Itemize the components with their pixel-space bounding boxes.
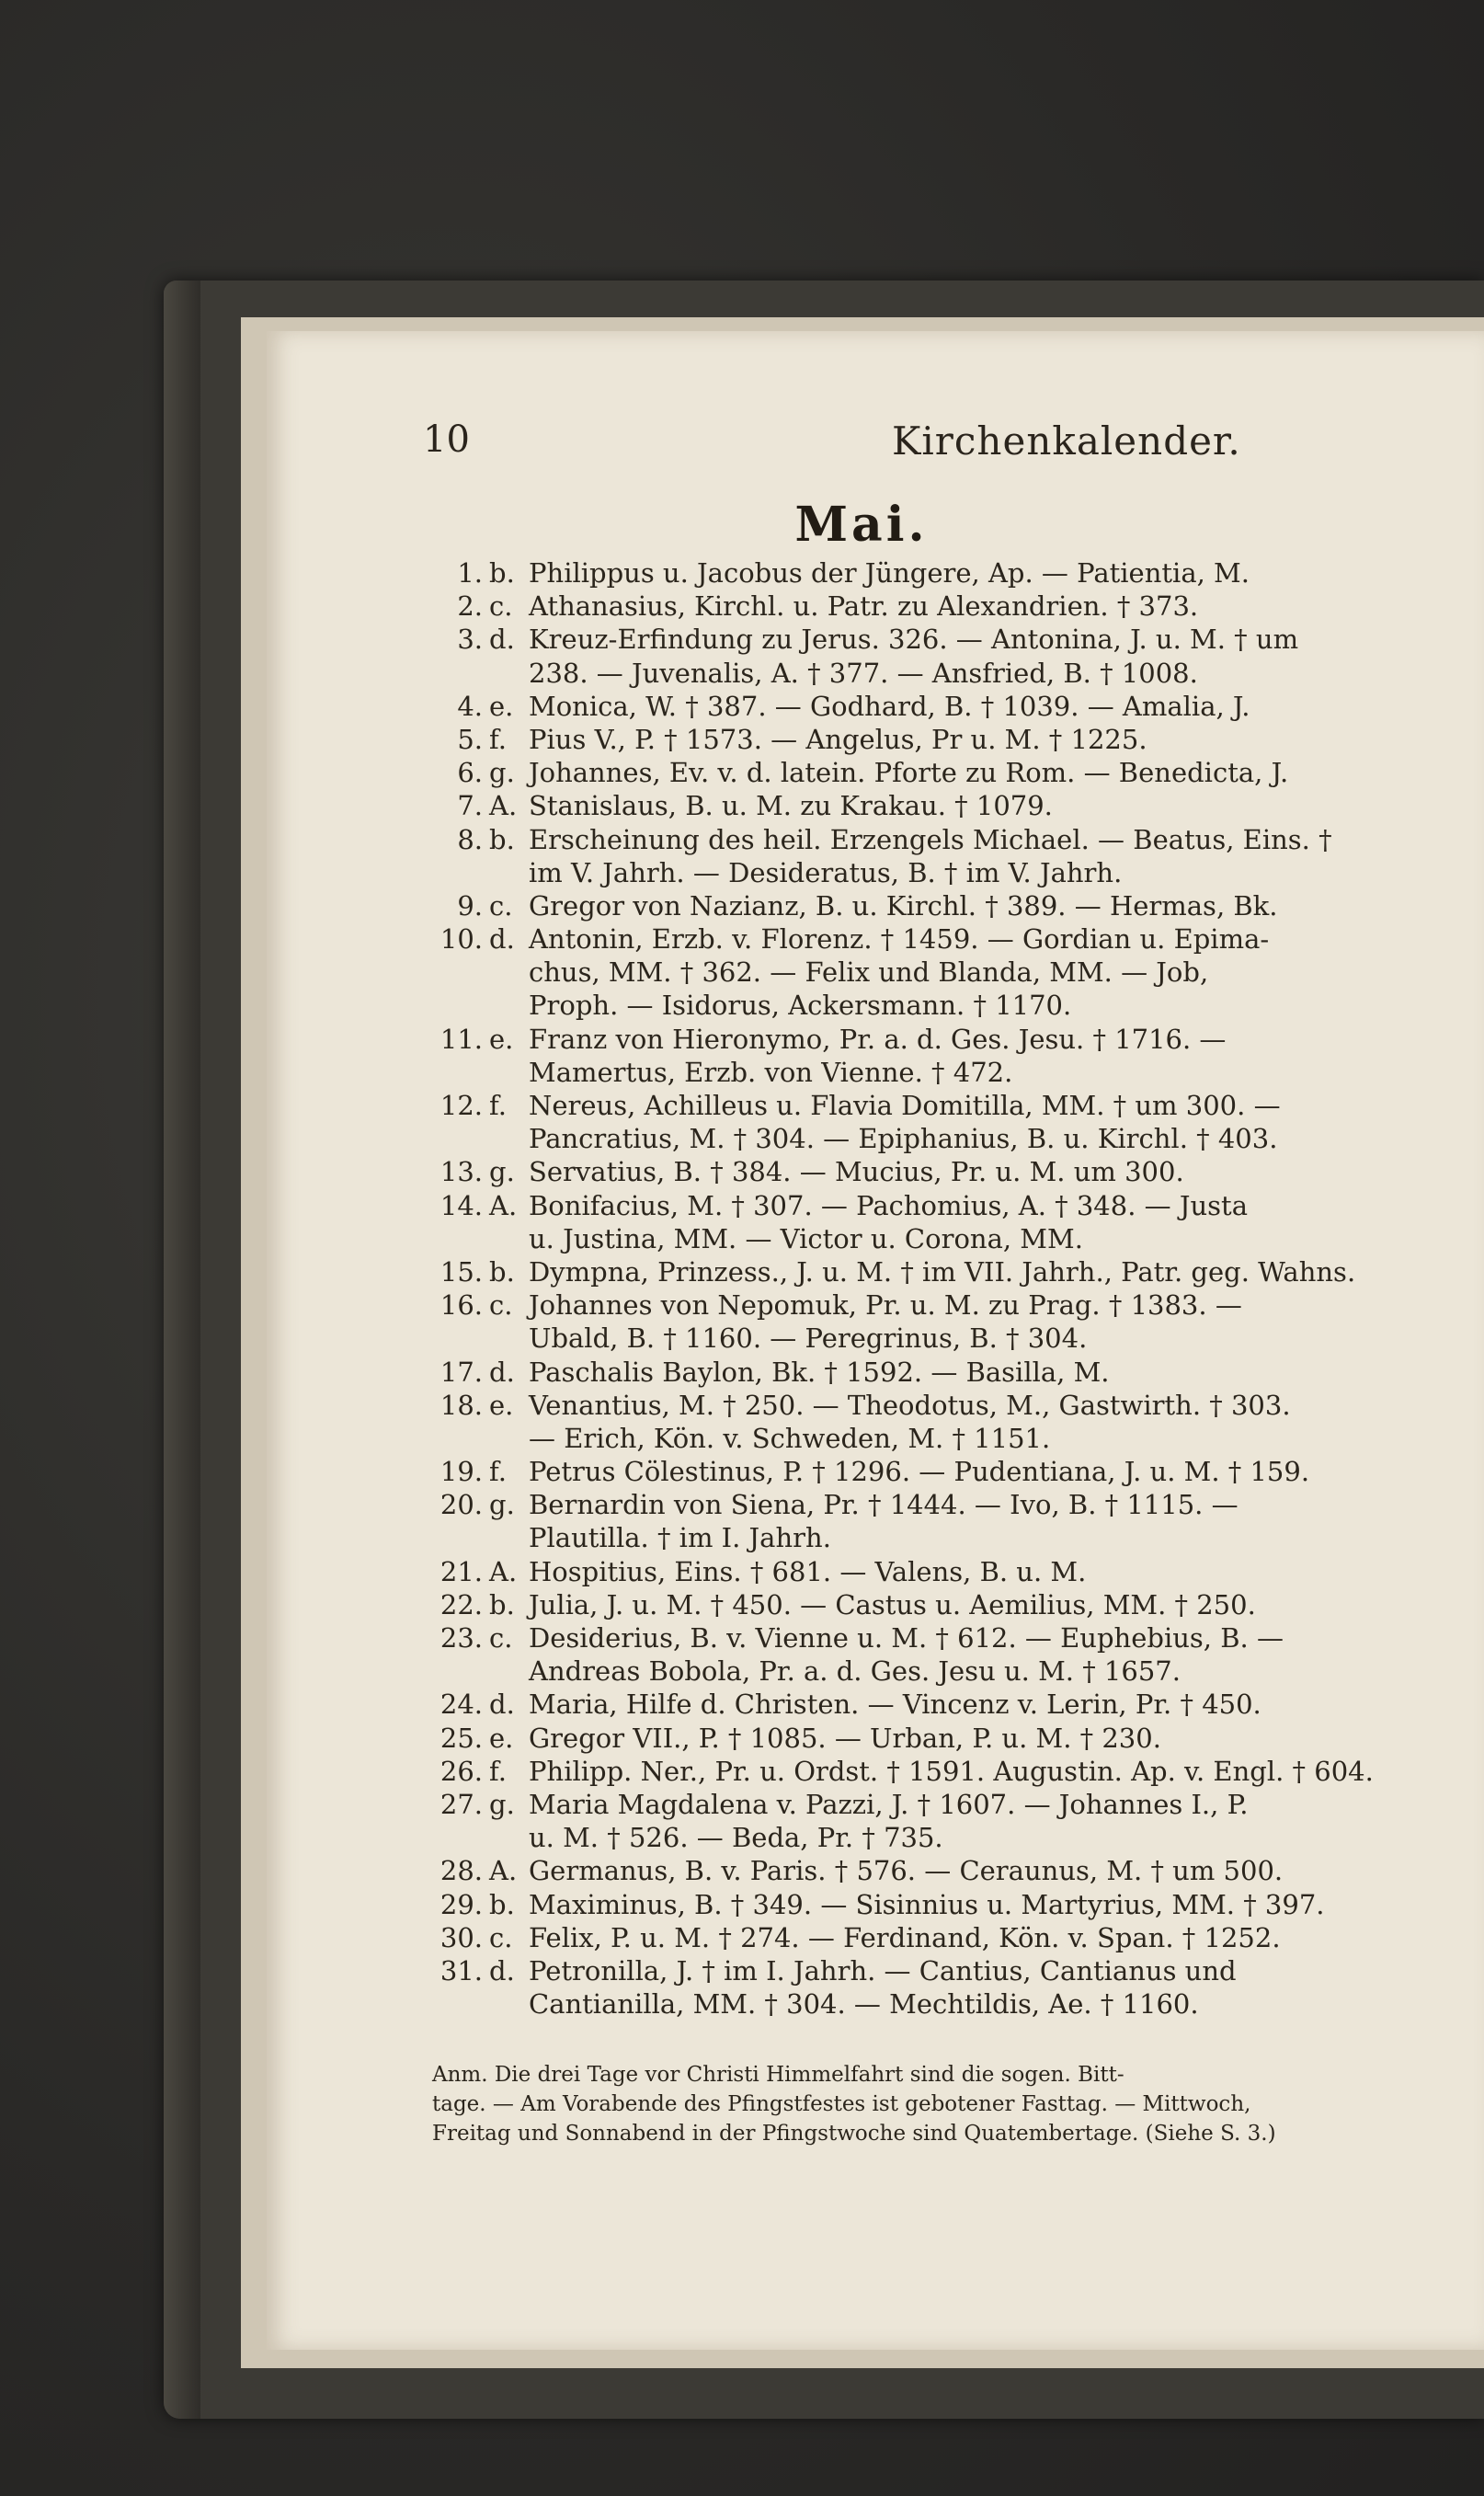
- saint-text: Franz von Hieronymo, Pr. a. d. Ges. Jesu. † 1716. —: [529, 1023, 1227, 1055]
- day-number: 18.: [439, 1389, 483, 1421]
- saint-text: u. M. † 526. — Beda, Pr. † 735.: [529, 1822, 943, 1854]
- saint-text: Johannes von Nepomuk, Pr. u. M. zu Prag. † 1383. —: [529, 1289, 1242, 1322]
- calendar-line: [432, 989, 1453, 1022]
- calendar-line: [432, 889, 1453, 922]
- saint-text: Servatius, B. † 384. — Mucius, Pr. u. M. um 300.: [529, 1156, 1184, 1188]
- day-letter: d.: [489, 624, 515, 656]
- page-number: 10: [423, 418, 470, 461]
- calendar-line: [432, 1389, 1453, 1422]
- day-number: 14.: [439, 1189, 483, 1221]
- day-number: 9.: [457, 889, 483, 922]
- saint-text: Proph. — Isidorus, Ackersmann. † 1170.: [529, 990, 1072, 1022]
- day-number: 12.: [439, 1090, 483, 1121]
- day-number: 16.: [439, 1289, 483, 1322]
- calendar-line: [432, 1954, 1453, 1987]
- calendar-line: [432, 1189, 1453, 1222]
- calendar-line: [432, 1755, 1453, 1788]
- calendar-line: [432, 1888, 1453, 1921]
- calendar-line: [432, 823, 1453, 856]
- day-number: 29.: [439, 1888, 483, 1920]
- saint-text: Petronilla, J. † im I. Jahrh. — Cantius, Cantianus und: [529, 1954, 1237, 1986]
- day-number: 6.: [457, 757, 483, 789]
- calendar-line: [432, 1688, 1453, 1721]
- day-letter: b.: [489, 1888, 515, 1920]
- saint-text: Erscheinung des heil. Erzengels Michael. — Beatus, Eins. †: [529, 823, 1332, 855]
- saint-text: Philippus u. Jacobus der Jüngere, Ap. — Patientia, M.: [529, 557, 1250, 589]
- day-letter: c.: [489, 1289, 513, 1322]
- calendar-line: [432, 1921, 1453, 1954]
- calendar-line: [432, 1023, 1453, 1056]
- book-spine: [164, 281, 200, 2419]
- saint-text: Stanislaus, B. u. M. zu Krakau. † 1079.: [529, 790, 1053, 822]
- day-number: 17.: [439, 1356, 483, 1388]
- footnote-line: Freitag und Sonnabend in der Pfingstwoche sind Quatembertage. (Siehe S. 3.): [432, 2122, 1276, 2146]
- month-title: Mai.: [794, 497, 929, 553]
- day-number: 15.: [439, 1255, 483, 1288]
- calendar-line: [432, 1288, 1453, 1322]
- saint-text: Bernardin von Siena, Pr. † 1444. — Ivo, B. † 1115. —: [529, 1489, 1239, 1521]
- saint-text: Philipp. Ner., Pr. u. Ordst. † 1591. Augustin. Ap. v. Engl. † 604.: [529, 1755, 1374, 1787]
- saint-text: Gregor von Nazianz, B. u. Kirchl. † 389. — Hermas, Bk.: [529, 889, 1278, 922]
- day-number: 7.: [457, 790, 483, 822]
- day-letter: g.: [489, 1156, 515, 1188]
- saint-text: Dympna, Prinzess., J. u. M. † im VII. Jahrh., Patr. geg. Wahns.: [529, 1255, 1356, 1288]
- calendar-line: [432, 1621, 1453, 1654]
- calendar-line: [432, 1854, 1453, 1887]
- day-number: 11.: [439, 1023, 483, 1055]
- saint-text: Maria Magdalena v. Pazzi, J. † 1607. — Johannes I., P.: [529, 1788, 1249, 1820]
- footnote: [432, 2060, 1388, 2148]
- calendar-line: [432, 1322, 1453, 1355]
- calendar-line: [432, 1122, 1453, 1155]
- day-number: 22.: [439, 1588, 483, 1620]
- saint-text: Andreas Bobola, Pr. a. d. Ges. Jesu u. M. † 1657.: [529, 1655, 1181, 1688]
- day-letter: e.: [489, 690, 514, 722]
- saint-text: Germanus, B. v. Paris. † 576. — Ceraunus, M. † um 500.: [529, 1855, 1284, 1887]
- day-letter: g.: [489, 1489, 515, 1521]
- day-number: 19.: [439, 1456, 483, 1488]
- calendar-line: [432, 1089, 1453, 1122]
- day-letter: e.: [489, 1389, 514, 1421]
- day-letter: b.: [489, 1255, 515, 1288]
- day-letter: A.: [489, 1855, 518, 1887]
- calendar-line: [432, 956, 1453, 989]
- saint-text: Gregor VII., P. † 1085. — Urban, P. u. M. † 230.: [529, 1722, 1161, 1754]
- footnote-line: tage. — Am Vorabende des Pfingstfestes ist gebotener Fasttag. — Mittwoch,: [432, 2092, 1251, 2116]
- day-letter: d.: [489, 923, 515, 956]
- day-number: 27.: [439, 1788, 483, 1820]
- month-heading: [0, 497, 1484, 553]
- calendar-line: [432, 1356, 1453, 1389]
- day-letter: d.: [489, 1689, 515, 1721]
- saint-text: Cantianilla, MM. † 304. — Mechtildis, Ae. † 1160.: [529, 1988, 1199, 2021]
- saint-text: Johannes, Ev. v. d. latein. Pforte zu Rom. — Benedicta, J.: [529, 757, 1289, 789]
- calendar-line: [432, 1788, 1453, 1821]
- day-letter: e.: [489, 1722, 514, 1754]
- saint-text: u. Justina, MM. — Victor u. Corona, MM.: [529, 1222, 1083, 1254]
- calendar-line: [432, 657, 1453, 690]
- calendar-line: [432, 1222, 1453, 1255]
- day-letter: b.: [489, 557, 515, 589]
- saint-text: Plautilla. † im I. Jahrh.: [529, 1522, 831, 1554]
- saint-text: Felix, P. u. M. † 274. — Ferdinand, Kön. v. Span. † 1252.: [529, 1921, 1281, 1953]
- calendar-line: [432, 556, 1453, 590]
- day-number: 3.: [457, 624, 483, 656]
- day-number: 13.: [439, 1156, 483, 1188]
- saint-text: Maximinus, B. † 349. — Sisinnius u. Martyrius, MM. † 397.: [529, 1888, 1325, 1920]
- calendar-line: [432, 623, 1453, 656]
- day-letter: c.: [489, 1622, 513, 1654]
- calendar-line: [432, 1521, 1453, 1554]
- calendar-line: [432, 1255, 1453, 1288]
- day-letter: c.: [489, 889, 513, 922]
- day-number: 10.: [439, 923, 483, 956]
- day-letter: g.: [489, 1788, 515, 1820]
- saint-text: Ubald, B. † 1160. — Peregrinus, B. † 304.: [529, 1322, 1088, 1355]
- saint-text: Mamertus, Erzb. von Vienne. † 472.: [529, 1056, 1013, 1088]
- day-number: 23.: [439, 1622, 483, 1654]
- saint-text: Monica, W. † 387. — Godhard, B. † 1039. — Amalia, J.: [529, 690, 1250, 722]
- calendar-line: [432, 723, 1453, 756]
- saint-text: — Erich, Kön. v. Schweden, M. † 1151.: [529, 1422, 1051, 1454]
- calendar-line: [432, 1987, 1453, 2021]
- saint-text: Hospitius, Eins. † 681. — Valens, B. u. M.: [529, 1555, 1087, 1587]
- day-letter: e.: [489, 1023, 514, 1055]
- calendar-line: [432, 1588, 1453, 1621]
- calendar-line: [432, 1488, 1453, 1521]
- saint-text: Antonin, Erzb. v. Florenz. † 1459. — Gordian u. Epima-: [529, 923, 1270, 956]
- calendar-line: [432, 1155, 1453, 1188]
- calendar-line: [432, 1555, 1453, 1588]
- calendar-line: [432, 690, 1453, 723]
- day-letter: f.: [489, 723, 507, 755]
- day-letter: f.: [489, 1090, 507, 1121]
- day-letter: A.: [489, 790, 518, 822]
- day-number: 20.: [439, 1489, 483, 1521]
- day-letter: c.: [489, 590, 513, 623]
- day-number: 24.: [439, 1689, 483, 1721]
- day-letter: b.: [489, 1588, 515, 1620]
- saint-text: Julia, J. u. M. † 450. — Castus u. Aemilius, MM. † 250.: [529, 1588, 1256, 1620]
- day-letter: d.: [489, 1954, 515, 1986]
- day-number: 1.: [457, 557, 483, 589]
- saint-text: Kreuz-Erfindung zu Jerus. 326. — Antonina, J. u. M. † um: [529, 624, 1299, 656]
- day-letter: d.: [489, 1356, 515, 1388]
- day-number: 8.: [457, 823, 483, 855]
- running-title: Kirchenkalender.: [892, 418, 1241, 464]
- page-header: [423, 418, 1444, 483]
- day-letter: c.: [489, 1921, 513, 1953]
- day-number: 5.: [457, 723, 483, 755]
- day-letter: g.: [489, 757, 515, 789]
- day-letter: b.: [489, 823, 515, 855]
- saint-text: im V. Jahrh. — Desideratus, B. † im V. Jahrh.: [529, 856, 1123, 888]
- saint-text: Pancratius, M. † 304. — Epiphanius, B. u. Kirchl. † 403.: [529, 1123, 1278, 1155]
- calendar-line: [432, 756, 1453, 789]
- day-letter: A.: [489, 1555, 518, 1587]
- calendar-line: [432, 1455, 1453, 1488]
- calendar-line: [432, 1056, 1453, 1089]
- calendar-line: [432, 922, 1453, 956]
- calendar-line: [432, 1821, 1453, 1854]
- saint-text: Bonifacius, M. † 307. — Pachomius, A. † 348. — Justa: [529, 1189, 1248, 1221]
- saint-text: Venantius, M. † 250. — Theodotus, M., Gastwirth. † 303.: [529, 1389, 1291, 1421]
- saint-text: Athanasius, Kirchl. u. Patr. zu Alexandrien. † 373.: [529, 590, 1199, 623]
- saint-text: Desiderius, B. v. Vienne u. M. † 612. — Euphebius, B. —: [529, 1622, 1284, 1654]
- day-number: 28.: [439, 1855, 483, 1887]
- day-number: 21.: [439, 1555, 483, 1587]
- day-letter: f.: [489, 1755, 507, 1787]
- day-letter: A.: [489, 1189, 518, 1221]
- day-number: 2.: [457, 590, 483, 623]
- calendar-line: [432, 1654, 1453, 1688]
- calendar-line: [432, 1422, 1453, 1455]
- saint-text: Maria, Hilfe d. Christen. — Vincenz v. Lerin, Pr. † 450.: [529, 1689, 1261, 1721]
- calendar-line: [432, 789, 1453, 822]
- calendar-line: [432, 856, 1453, 889]
- day-number: 25.: [439, 1722, 483, 1754]
- footnote-line: Anm. Die drei Tage vor Christi Himmelfahrt sind die sogen. Bitt-: [432, 2063, 1124, 2087]
- saint-text: 238. — Juvenalis, A. † 377. — Ansfried, B. † 1008.: [529, 657, 1198, 689]
- calendar-line: [432, 590, 1453, 623]
- saint-text: chus, MM. † 362. — Felix und Blanda, MM. — Job,: [529, 956, 1209, 989]
- saint-text: Nereus, Achilleus u. Flavia Domitilla, MM. † um 300. —: [529, 1090, 1281, 1121]
- calendar-line: [432, 1722, 1453, 1755]
- saint-text: Pius V., P. † 1573. — Angelus, Pr u. M. † 1225.: [529, 723, 1147, 755]
- day-number: 30.: [439, 1921, 483, 1953]
- saint-text: Paschalis Baylon, Bk. † 1592. — Basilla, M.: [529, 1356, 1110, 1388]
- day-letter: f.: [489, 1456, 507, 1488]
- calendar-entries: [432, 556, 1453, 2021]
- saint-text: Petrus Cölestinus, P. † 1296. — Pudentiana, J. u. M. † 159.: [529, 1456, 1310, 1488]
- day-number: 4.: [457, 690, 483, 722]
- day-number: 26.: [439, 1755, 483, 1787]
- day-number: 31.: [439, 1954, 483, 1986]
